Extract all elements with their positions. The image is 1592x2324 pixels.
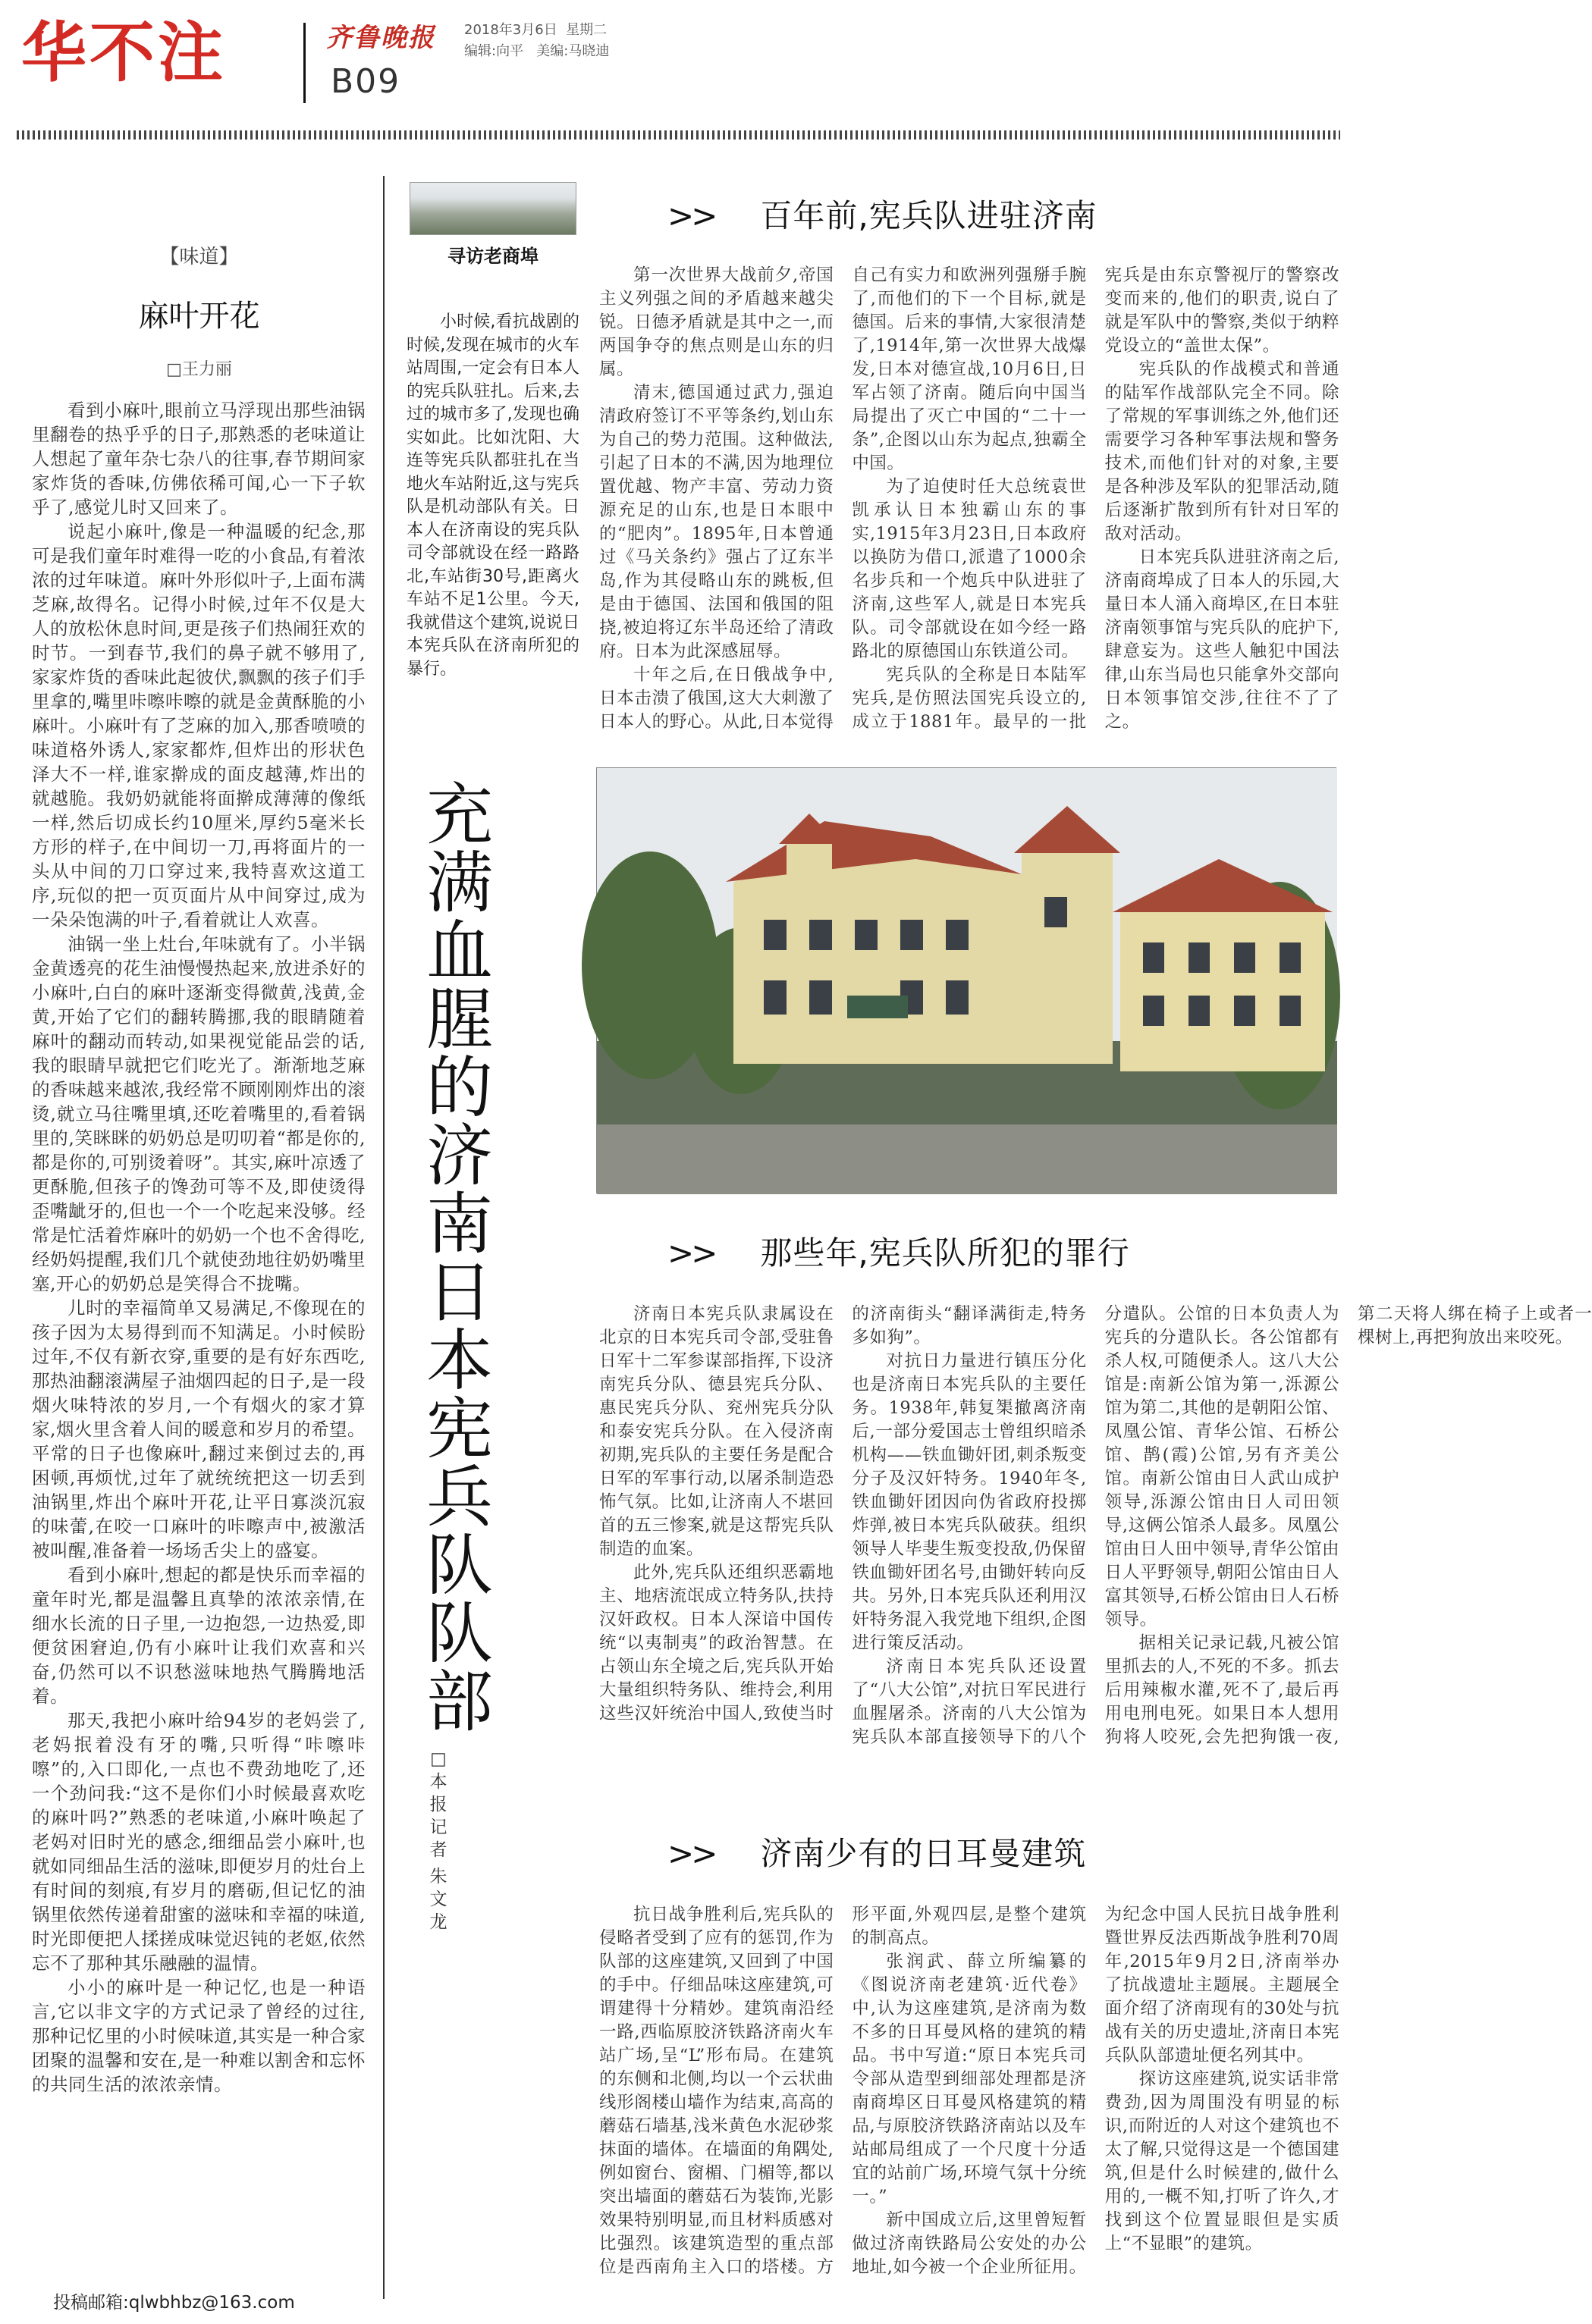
byline-name-wrap: [427, 1865, 450, 1934]
section-paragraph: 清末,德国通过武力,强迫清政府签订不平等条约,划山东为自己的势力范围。这种做法,引起了日本的不满,因为地理位置优越、物产丰富、劳动力资源充足的山东,也是日本眼中的“肥肉”。1895年,日本曾通过《马关条约》强占了辽东半岛,作为其侵略山东的跳板,但是由于德国、法国和俄国的阻挠,被迫将辽东半岛还给了清政府。日本为此深感屈辱。: [599, 383, 834, 661]
column-divider: [383, 176, 385, 2299]
section-heading: >> 那些年,宪兵队所犯的罪行: [667, 1234, 1130, 1272]
issue-weekday: 星期二: [566, 22, 608, 38]
issue-date: 2018年3月6日: [464, 22, 557, 38]
section-paragraph: 对抗日力量进行镇压分化也是济南日本宪兵队的主要任务。1938年,韩复榘撤离济南后,一部分爱国志士曾组织暗杀机构——铁血锄奸团,刺杀叛变分子及汉奸特务。1940年冬,铁血锄奸团因向伪省政府投掷炸弹,被日本宪兵队破获。组织领导人毕斐生叛变投敌,仍保留铁血锄奸团名号,由锄奸转向反共。另外,日本宪兵队还利用汉奸特务混入我党地下组织,企图进行策反活动。: [852, 1351, 1087, 1653]
main-title: [422, 776, 498, 1741]
section-body: [599, 1903, 1339, 2313]
byline-prefix: □本报记者: [429, 1749, 447, 1860]
section-paragraph: 宪兵队的全称是日本陆军宪兵,是仿照法国宪兵设立的,成立于1881年。最早的一批宪兵是由东京警视厅的警察改变而来的,他们的职责,说白了就是军队中的警察,类似于纳粹党设立的“盖世太保”。: [852, 265, 1339, 732]
page-number: B09: [331, 62, 401, 101]
section-paragraph: 张润武、薛立所编纂的《图说济南老建筑·近代卷》中,认为这座建筑,是济南为数不多的日耳曼风格的建筑的精品。书中写道:“原日本宪兵司令部从造型到细部处理都是济南商埠区日耳曼风格建筑的精品,与原胶济铁路济南站以及车站邮局组成了一个尺度十分适宜的站前广场,环境气氛十分统一。”: [852, 1952, 1087, 2206]
byline: [427, 1748, 450, 1861]
section-body: [599, 1303, 1592, 1765]
section-paragraph: 据相关记录记载,凡被公馆里抓去的人,不死的不多。抓去后用辣椒水灌,死不了,最后再用电刑电死。如果日本人想用狗将人咬死,会先把狗饿一夜,第二天将人绑在椅子上或者一棵树上,再把狗放出来咬死。: [1104, 1304, 1592, 1747]
building-illustration: [597, 768, 1337, 1194]
essay-paragraph: 那天,我把小麻叶给94岁的老妈尝了,老妈抿着没有牙的嘴,只听得“咔嚓咔嚓”的,入口即化,一点也不费劲地吃了,还一个劲问我:“这不是你们小时候最喜欢吃的麻叶吗?”熟悉的老味道,小麻叶唤起了老妈对旧时光的感念,细细品尝小麻叶,也就如同细品生活的滋味,即便岁月的灶台上有时间的刻痕,有岁月的磨砺,但记忆的油锅里依然传递着甜蜜的滋味和幸福的味道,时光即便把人揉搓成味觉迟钝的老妪,依然忘不了那种其乐融融的温情。: [32, 1710, 366, 1974]
editor-credit: 编辑:向平: [464, 43, 524, 59]
section-paragraph: 济南日本宪兵队隶属设在北京的日本宪兵司令部,受驻鲁日军十二军参谋部指挥,下设济南宪兵分队、德县宪兵分队、惠民宪兵分队、兖州宪兵分队和泰安宪兵分队。在入侵济南初期,宪兵队的主要任务是配合日军的军事行动,以屠杀制造恐怖气氛。比如,让济南人不堪回首的五三惨案,就是这帮宪兵队制造的血案。: [599, 1304, 834, 1559]
section-paragraph: 第一次世界大战前夕,帝国主义列强之间的矛盾越来越尖锐。日德矛盾就是其中之一,而两国争夺的焦点则是山东的归属。: [599, 265, 834, 379]
section-heading: >> 百年前,宪兵队进驻济南: [667, 197, 1097, 234]
column-tag: 【味道】: [159, 246, 239, 268]
masthead-rule: [17, 130, 1340, 140]
essay-paragraph: 说起小麻叶,像是一种温暖的纪念,那可是我们童年时难得一吃的小食品,有着浓浓的过年味道。麻叶外形似叶子,上面布满芝麻,故得名。记得小时候,过年不仅是大人的放松休息时间,更是孩子们热闹狂欢的时节。一到春节,我们的鼻子就不够用了,家家炸货的香味此起彼伏,飘飘的孩子们手里拿的,嘴里咔嚓咔嚓的就是金黄酥脆的小麻叶。小麻叶有了芝麻的加入,那香喷喷的味道格外诱人,家家都炸,但炸出的形状色泽大不一样,谁家擀成的面皮越薄,炸出的就越脆。我奶奶就能将面擀成薄薄的像纸一样,然后切成长约10厘米,厚约5毫米长方形的样子,在中间切一刀,再将面片的一头从中间的刀口穿过来,我特喜欢这道工序,玩似的把一页页面片从中间穿过,成为一朵朵饱满的叶子,看着就让人欢喜。: [32, 521, 366, 930]
section-title: 华不注: [21, 15, 226, 91]
essay-paragraph: 儿时的幸福简单又易满足,不像现在的孩子因为太易得到而不知满足。小时候盼过年,不仅有新衣穿,重要的是有好东西吃,那热油翻滚满屋子油烟四起的日子,是一段烟火味特浓的岁月,一个有烟火的家才算家,烟火里含着人间的暖意和岁月的希望。平常的日子也像麻叶,翻过来倒过去的,再困顿,再烦忧,过年了就统统把这一切丢到油锅里,炸出个麻叶开花,让平日寡淡沉寂的味蕾,在咬一口麻叶的咔嚓声中,被激活被叫醒,准备着一场场舌尖上的盛宴。: [32, 1297, 366, 1561]
section-paragraph: 日本宪兵队进驻济南之后,济南商埠成了日本人的乐园,大量日本人涌入商埠区,在日本驻济南领事馆与宪兵队的庇护下,肆意妄为。这些人触犯中国法律,山东当局也只能拿外交部向日本领事馆交涉,往往不了了之。: [1104, 547, 1339, 732]
section-heading: >> 济南少有的日耳曼建筑: [667, 1835, 1087, 1872]
arrow-icon: >>: [667, 197, 715, 234]
arrow-icon: >>: [667, 1835, 715, 1872]
section-paragraph: 为了迫使时任大总统袁世凯承认日本独霸山东的事实,1915年3月23日,日本政府以换防为借口,派遣了1000余名步兵和一个炮兵中队进驻了济南,这些军人,就是日本宪兵队。司令部就设在如今经一路路北的原德国山东铁道公司。: [852, 477, 1087, 661]
main-title-text: 充满血腥的济南日本宪兵队队部: [425, 776, 493, 1741]
section-paragraph: 新中国成立后,这里曾短暂做过济南铁路局公安处的办公地址,如今被一个企业所征用。为纪念中国人民抗日战争胜利暨世界反法西斯战争胜利70周年,2015年9月2日,济南举办了抗战遗址主题展。主题展全面介绍了济南现有的30处与抗战有关的历史遗址,济南日本宪兵队队部遗址便名列其中。: [852, 1905, 1339, 2277]
section-paragraph: 抗日战争胜利后,宪兵队的侵略者受到了应有的惩罚,作为队部的这座建筑,又回到了中国的手中。仔细品味这座建筑,可谓建得十分精妙。建筑南沿经一路,西临原胶济铁路济南火车站广场,呈“L”形布局。在建筑的东侧和北侧,均以一个云状曲线形阁楼山墙作为结束,高高的蘑菇石墙基,浅米黄色水泥砂浆抹面的墙体。在墙面的角隅处,例如窗台、窗楣、门楣等,都以突出墙面的蘑菇石为装饰,光影效果特别明显,而且材料质感对比强烈。该建筑造型的重点部位是西南角主入口的塔楼。方形平面,外观四层,是整个建筑的制高点。: [599, 1905, 1087, 2277]
section-paragraph: 探访这座建筑,说实话非常费劲,因为周围没有明显的标识,而附近的人对这个建筑也不太了解,只觉得这是一个德国建筑,但是什么时候建的,做什么用的,一概不知,打听了许久,才找到这个位置显眼但是实质上“不显眼”的建筑。: [1104, 2069, 1339, 2253]
essay-body: [32, 398, 366, 2097]
section-paragraph: 十年之后,在日俄战争中,日本击溃了俄国,这大大刺激了日本人的野心。从此,日本觉得自己有实力和欧洲列强掰手腕了,而他们的下一个目标,就是德国。后来的事情,大家很清楚了,1914年,第一次世界大战爆发,日本对德宣战,10月6日,日军占领了济南。随后向中国当局提出了灭亡中国的“二十一条”,企图以山东为起点,独霸全中国。: [599, 265, 1087, 732]
section-paragraph: 此外,宪兵队还组织恶霸地主、地痞流氓成立特务队,扶持汉奸政权。日本人深谙中国传统“以夷制夷”的政治智慧。在占领山东全境之后,宪兵队开始大量组织特务队、维持会,利用这些汉奸统治中国人,致使当时的济南街头“翻译满街走,特务多如狗”。: [599, 1304, 1087, 1723]
section-paragraph: 宪兵队的作战模式和普通的陆军作战部队完全不同。除了常规的军事训练之外,他们还需要学习各种军事法规和警务技术,而他们针对的对象,主要是各种涉及军队的犯罪活动,随后逐渐扩散到所有针对日军的敌对活动。: [1104, 359, 1339, 544]
essay-paragraph: 看到小麻叶,想起的都是快乐而幸福的童年时光,都是温馨且真挚的浓浓亲情,在细水长流的日子里,一边抱怨,一边热爱,即便贫困窘迫,仍有小麻叶让我们欢喜和兴奋,仍然可以不识愁滋味地热气腾腾地活着。: [32, 1564, 366, 1707]
essay-paragraph: 油锅一坐上灶台,年味就有了。小半锅金黄透亮的花生油慢慢热起来,放进杀好的小麻叶,白白的麻叶逐渐变得微黄,浅黄,金黄,开始了它们的翻转腾挪,我的眼睛随着麻叶的翻动而转动,如果视觉能品尝的话,我的眼睛早就把它们吃光了。渐渐地芝麻的香味越来越浓,我经常不顾刚刚炸出的滚烫,就立马往嘴里填,还吃着嘴里的,看着锅里的,笑眯眯的奶奶总是叨叨着“都是你的,都是你的,可别烫着呀”。其实,麻叶凉透了更酥脆,但孩子的馋劲可等不及,即使烫得歪嘴龇牙的,但也一个一个吃起来没够。经常是忙活着炸麻叶的奶奶一个也不舍得吃,经奶妈提醒,我们几个就使劲地往奶奶嘴里塞,开心的奶奶总是笑得合不拢嘴。: [32, 933, 366, 1294]
masthead-meta: [464, 20, 609, 62]
paper-logo: 齐鲁晚报: [326, 23, 435, 53]
arrow-icon: >>: [667, 1234, 715, 1272]
essay-title: 麻叶开花: [138, 299, 260, 334]
column-label-image: [410, 182, 576, 235]
section-paragraph: 济南日本宪兵队还设置了“八大公馆”,对抗日军民进行血腥屠杀。济南的八大公馆为宪兵队本部直接领导下的八个分遣队。公馆的日本负责人为宪兵的分遣队长。各公馆都有杀人权,可随便杀人。这八大公馆是:南新公馆为第一,泺源公馆为第二,其他的是朝阳公馆、凤凰公馆、青华公馆、石桥公馆、鹊(霞)公馆,另有齐美公馆。南新公馆由日人武山成护领导,泺源公馆由日人司田领导,这俩公馆杀人最多。凤凰公馆由日人田中领导,青华公馆由日人平野领导,朝阳公馆由日人富其领导,石桥公馆由日人石桥领导。: [852, 1304, 1339, 1747]
submission-email[interactable]: 投稿邮箱:qlwbhbz@163.com: [53, 2293, 295, 2313]
essay-paragraph: 小小的麻叶是一种记忆,也是一种语言,它以非文字的方式记录了曾经的过往,那种记忆里的小时候味道,其实是一种合家团聚的温馨和安在,是一种难以割舍和忘怀的共同生活的浓浓亲情。: [32, 1977, 366, 2095]
byline-name: 朱文龙: [429, 1867, 447, 1932]
section-body: [599, 264, 1339, 749]
essay-author: □王力丽: [166, 360, 232, 379]
designer-credit: 美编:马晓迪: [536, 43, 610, 59]
column-label: 寻访老商埠: [447, 246, 539, 267]
building-photo: [596, 767, 1336, 1193]
essay-paragraph: 看到小麻叶,眼前立马浮现出那些油锅里翻卷的热乎乎的日子,那熟悉的老味道让人想起了童年杂七杂八的往事,春节期间家家炸货的香味,仿佛依稀可闻,心一下子软乎了,感觉儿时又回来了。: [32, 400, 366, 518]
masthead-divider: [303, 23, 306, 103]
feature-intro: 小时候,看抗战剧的时候,发现在城市的火车站周围,一定会有日本人的宪兵队驻扎。后来,去过的城市多了,发现也确实如此。比如沈阳、大连等宪兵队都驻扎在当地火车站附近,这与宪兵队是机动部队有关。日本人在济南设的宪兵队司令部就设在经一路路北,车站街30号,距离火车站不足1公里。今天,我就借这个建筑,说说日本宪兵队在济南所犯的暴行。: [407, 312, 579, 679]
